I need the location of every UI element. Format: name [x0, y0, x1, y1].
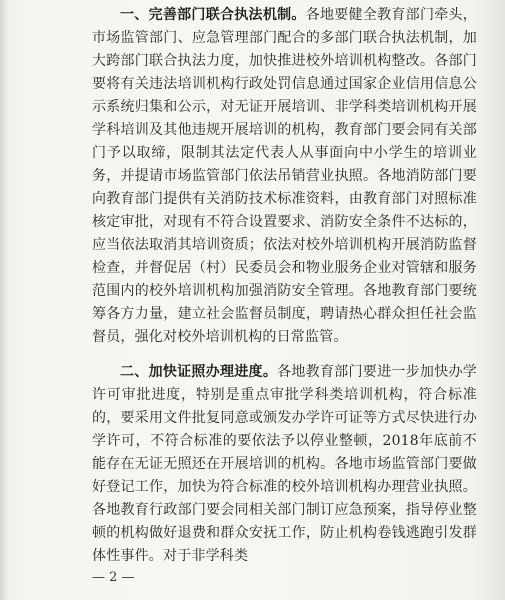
paragraph-joint-enforcement — [92, 4, 477, 349]
document-body — [92, 4, 477, 568]
section-body-1: 各地要健全教育部门牵头，市场监管部门、应急管理部门配合的多部门联合执法机制，加大跨部门联合执法力度，加快推进校外培训机构整改。各部门要将有关违法培训机构行政处罚信息通过国家企业信用信息公示系统归集和公示，对无证开展培训、非学科类培训机构开展学科培训及其他违规开展培训的机构，教育部门要会同有关部门予以取缔，限制其法定代表人从事面向中小学生的培训业务，并提请市场监管部门依法吊销营业执照。各地消防部门要向教育部门提供有关消防技术标准资料，由教育部门对照标准核定审批，对现有不符合设置要求、消防安全条件不达标的，应当依法取消其培训资质；依法对校外培训机构开展消防监督检查，并督促居（村）民委员会和物业服务企业对管辖和服务范围内的校外培训机构加强消防安全管理。各地教育部门要统筹各方力量，建立社会监督员制度，聘请热心群众担任社会监督员，强化对校外培训机构的日常监管。 — [92, 7, 477, 345]
section-heading-1: 一、完善部门联合执法机制。 — [120, 7, 306, 23]
section-body-2: 各地教育部门要进一步加快办学许可审批进度，特别是重点审批学科类培训机构，符合标准的，要采用文件批复同意或颁发办学许可证等方式尽快进行办学许可，不符合标准的要依法予以停业整顿，2018年底前不能存在无证无照还在开展培训的机构。各地市场监管部门要做好登记工作，加快为符合标准的校外培训机构办理营业执照。各地教育行政部门要会同相关部门制订应急预案，指导停业整顿的机构做好退费和群众安抚工作，防止机构卷钱逃跑引发群体性事件。对于非学科类 — [92, 364, 477, 564]
page-number: — 2 — — [92, 570, 135, 585]
page-edge-shadow — [0, 0, 8, 600]
section-heading-2: 二、加快证照办理进度。 — [120, 364, 278, 380]
paragraph-license-progress — [92, 361, 477, 568]
